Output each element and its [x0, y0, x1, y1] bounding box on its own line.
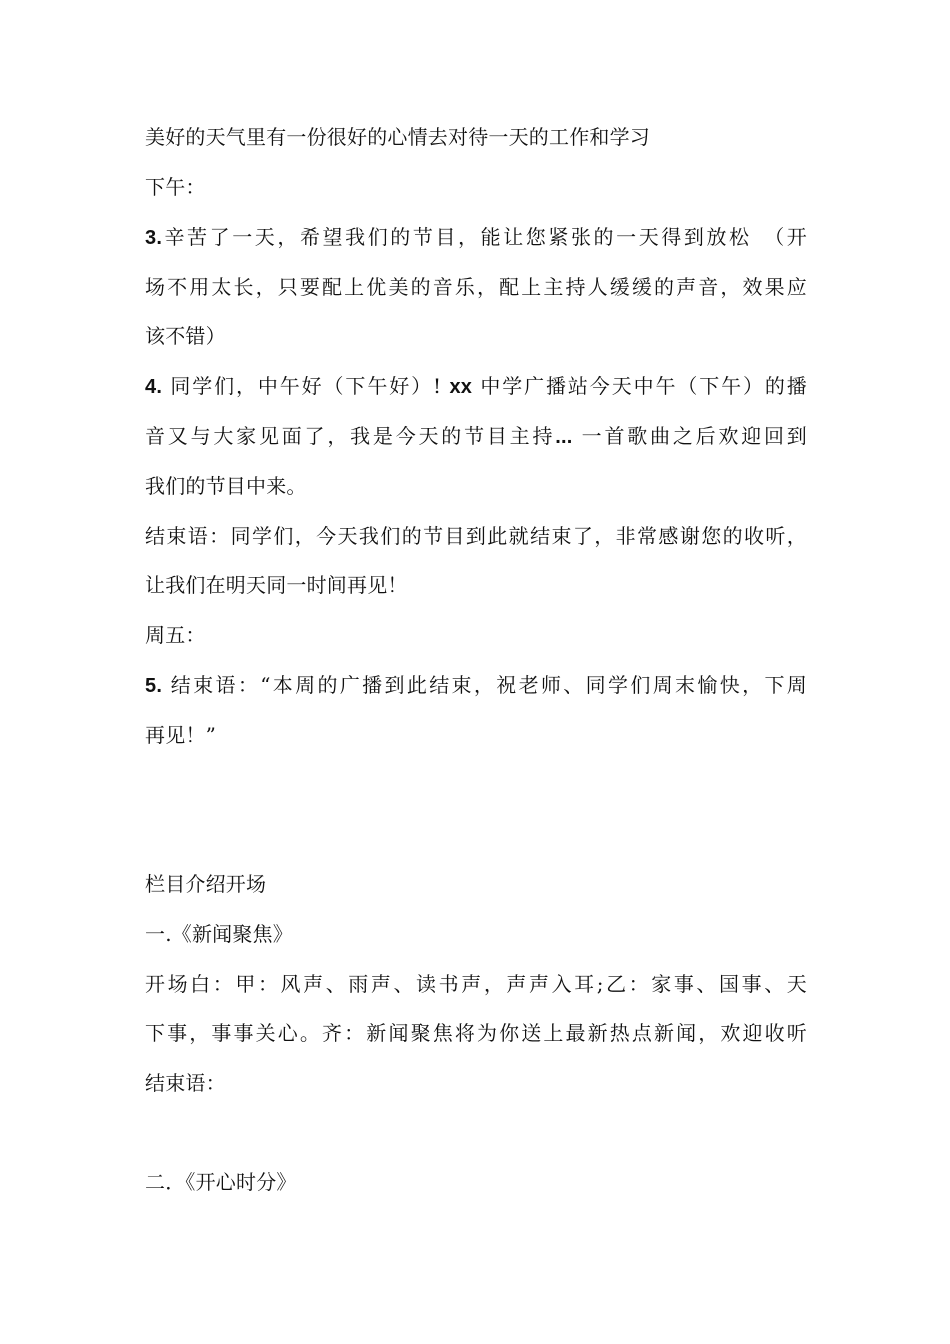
- closing-remark-line-1: [145, 522, 807, 550]
- section-heading-afternoon: [145, 173, 206, 201]
- text: 下事，事事关心。齐：新闻聚焦将为你送上最新热点新闻，欢迎收听: [145, 1021, 807, 1045]
- column-1-title: [145, 920, 293, 948]
- text: 美好的天气里有一份很好的心情去对待一天的工作和学习: [145, 125, 650, 149]
- item-number: 4.: [145, 376, 163, 398]
- item-3-line-2: [145, 273, 807, 301]
- text: 场不用太长，只要配上优美的音乐，配上主持人缓缓的声音，效果应: [145, 275, 807, 299]
- text: 再见！”: [145, 723, 217, 747]
- section-title-column-intro: [145, 870, 266, 898]
- item-5-line-1: [145, 671, 807, 700]
- closing-remark-line-2: [145, 571, 408, 599]
- item-4-line-1: [145, 372, 807, 401]
- text: 周五：: [145, 623, 206, 647]
- item-number: 3.: [145, 227, 163, 249]
- text: 结束语：“本周的广播到此结束，祝老师、同学们周末愉快，下周: [162, 673, 807, 697]
- item-3-line-3: [145, 322, 226, 350]
- item-4-line-3: [145, 472, 307, 500]
- opening-line-2: [145, 1019, 807, 1047]
- placeholder-xx: xx: [449, 376, 473, 398]
- item-4-line-2: [145, 422, 807, 451]
- text: 下午：: [145, 175, 206, 199]
- text: 一.《新闻聚焦》: [145, 922, 293, 946]
- opening-line-1: [145, 970, 807, 998]
- item-number: 5.: [145, 675, 163, 697]
- ellipsis: ...: [555, 426, 573, 448]
- text: 开场白：甲：风声、雨声、读书声，声声入耳;乙：家事、国事、天: [145, 972, 807, 996]
- text: 音又与大家见面了，我是今天的节目主持: [145, 424, 556, 448]
- column-1-closing-label: [145, 1069, 226, 1097]
- text: 我们的节目中来。: [145, 474, 307, 498]
- text: 结束语：: [145, 1071, 226, 1095]
- paragraph-line: [145, 123, 650, 151]
- item-3-line-1: [145, 223, 807, 252]
- item-5-line-2: [145, 721, 216, 749]
- text: 中学广播站今天中午（下午）的播: [472, 374, 807, 398]
- column-2-title: [145, 1168, 297, 1196]
- text: 同学们，中午好（下午好）!: [162, 374, 450, 398]
- text: 一首歌曲之后欢迎回到: [572, 424, 807, 448]
- text: 让我们在明天同一时间再见！: [145, 573, 408, 597]
- text: 该不错）: [145, 324, 226, 348]
- text: 辛苦了一天，希望我们的节目，能让您紧张的一天得到放松 （开: [162, 225, 807, 249]
- section-heading-friday: [145, 621, 206, 649]
- text: 二．《开心时分》: [145, 1170, 297, 1194]
- text: 结束语：同学们，今天我们的节目到此就结束了，非常感谢您的收听，: [145, 524, 807, 548]
- text: 栏目介绍开场: [145, 872, 267, 896]
